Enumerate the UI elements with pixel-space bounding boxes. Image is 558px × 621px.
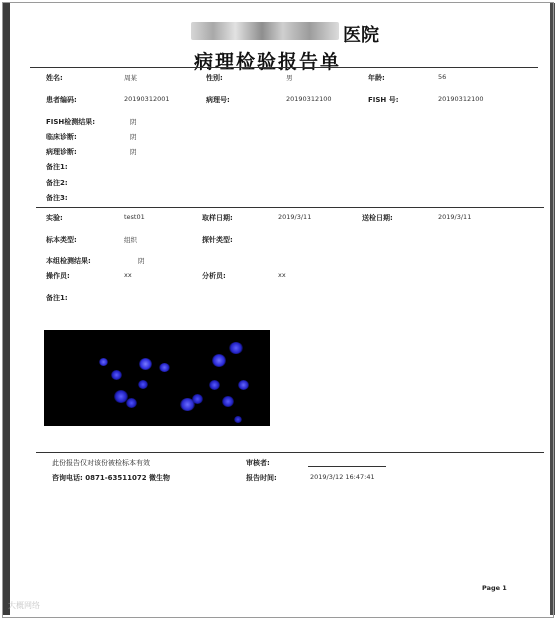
name-label: 姓名:	[46, 74, 63, 82]
fish-result-label: FISH检测结果:	[46, 118, 96, 126]
probe-type-label: 探针类型:	[202, 236, 233, 244]
age-value: 56	[438, 73, 447, 81]
experiment-note1-label: 备注1:	[46, 294, 68, 302]
pathology-no-value: 20190312100	[286, 95, 332, 103]
clinical-diagnosis-value: 阴	[130, 133, 137, 141]
clinical-diagnosis-label: 临床诊断:	[46, 133, 77, 141]
send-date-label: 送检日期:	[362, 214, 393, 222]
watermark-text: 大概网络	[8, 601, 40, 610]
cell-nucleus	[126, 398, 137, 408]
cell-nucleus	[192, 394, 203, 404]
pathology-no-label: 病理号:	[206, 96, 230, 104]
name-value: 周某	[124, 74, 137, 82]
cell-nucleus	[222, 396, 234, 407]
hospital-name-row	[18, 16, 533, 46]
cell-nucleus	[99, 358, 108, 366]
cell-nucleus	[229, 342, 243, 354]
cell-nucleus	[138, 380, 148, 389]
patient-no-label: 患者编码:	[46, 96, 77, 104]
reviewer-label: 审核者:	[246, 459, 270, 467]
specimen-type-value: 组织	[124, 236, 137, 244]
analyst-value: xx	[278, 271, 286, 279]
operator-label: 操作员:	[46, 272, 70, 280]
experiment-value: test01	[124, 213, 145, 221]
note3-label: 备注3:	[46, 194, 68, 202]
experiment-label: 实验:	[46, 214, 63, 222]
report-time-value: 2019/3/12 16:47:41	[310, 473, 375, 481]
fish-no-value: 20190312100	[438, 95, 484, 103]
pathology-diagnosis-label: 病理诊断:	[46, 148, 77, 156]
analyst-label: 分析员:	[202, 272, 226, 280]
fish-fluorescence-image	[44, 330, 270, 426]
cell-nucleus	[234, 416, 242, 423]
operator-value: xx	[124, 271, 132, 279]
sample-result-label: 本组检测结果:	[46, 257, 91, 265]
fish-no-label: FISH 号:	[368, 96, 399, 104]
contact-info: 咨询电话: 0871-63511072 微生物	[52, 474, 171, 482]
report-time-label: 报告时间:	[246, 474, 277, 482]
report-title: 病理检验报告单	[194, 51, 342, 73]
note1-label: 备注1:	[46, 163, 68, 171]
hospital-name-suffix: 医院	[343, 25, 379, 46]
cell-nucleus	[111, 370, 122, 380]
cell-nucleus	[159, 363, 170, 372]
title-divider	[30, 67, 538, 68]
sample-result-value: 阴	[138, 257, 145, 265]
note2-label: 备注2:	[46, 179, 68, 187]
cell-nucleus	[139, 358, 152, 370]
sample-date-value: 2019/3/11	[278, 213, 312, 221]
validity-note: 此份报告仅对该份被检标本有效	[52, 459, 150, 467]
sex-label: 性别:	[206, 74, 223, 82]
sample-date-label: 取样日期:	[202, 214, 233, 222]
page-number: Page 1	[482, 584, 507, 592]
redacted-hospital-name	[191, 22, 339, 40]
sex-value: 男	[286, 74, 293, 82]
send-date-value: 2019/3/11	[438, 213, 472, 221]
cell-nucleus	[212, 354, 226, 367]
section-divider	[36, 207, 544, 208]
reviewer-signature-line	[308, 466, 386, 467]
pathology-diagnosis-value: 阴	[130, 148, 137, 156]
cell-nucleus	[238, 380, 249, 390]
fish-result-value: 阴	[130, 118, 137, 126]
age-label: 年龄:	[368, 74, 385, 82]
specimen-type-label: 标本类型:	[46, 236, 77, 244]
footer-divider	[36, 452, 544, 453]
report-page	[18, 6, 533, 612]
patient-no-value: 20190312001	[124, 95, 170, 103]
cell-nucleus	[209, 380, 220, 390]
